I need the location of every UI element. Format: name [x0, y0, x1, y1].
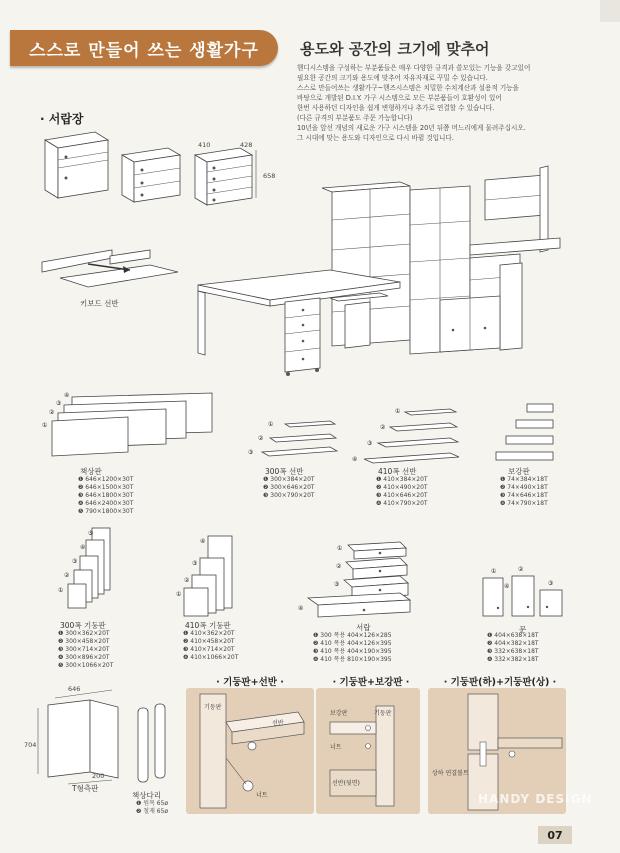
door-marker: ①: [491, 568, 497, 575]
panel-title: · 기둥판(하)+기둥판(상) ·: [443, 677, 557, 688]
panel-title: · 기둥판+선반 ·: [216, 677, 284, 688]
spec-item: ❸ 410×646×20T: [376, 492, 428, 499]
panel-label: 기둥판: [204, 704, 222, 711]
shelf300-title: 300폭 선반: [265, 467, 304, 476]
drawer-title: 서랍: [356, 623, 371, 632]
dim-depth: 428: [240, 141, 253, 149]
spec-item: ❶ 646×1200×30T: [78, 476, 134, 483]
panel-label: 너트: [256, 792, 268, 799]
drawer-marker: ②: [336, 563, 342, 570]
post410-title: 410폭 기둥판: [185, 621, 231, 630]
intro-line: 바탕으로 개발된 D.I.Y. 가구 시스템으로 모든 부분품들이 호환성이 있어: [297, 94, 502, 102]
shelf410-marker: ③: [367, 440, 373, 447]
desktop-marker: ②: [49, 409, 55, 416]
spec-item: ❷ 646×1500×30T: [78, 484, 134, 491]
reinforce-title: 보강판: [508, 467, 530, 476]
panel-post-reinforce: [316, 688, 420, 814]
post410-marker: ①: [176, 591, 182, 598]
spec-item: ❹ 332×382×18T: [487, 656, 539, 663]
spec-item: ❹ 74×790×18T: [500, 500, 548, 507]
intro-line: 스스로 만들어쓰는 생활가구~핸즈시스템은 치밀한 수치계산과 설용적 기능을: [297, 84, 519, 92]
panel-label: 너트: [330, 744, 342, 751]
door-marker: ③: [548, 580, 554, 587]
door-marker: ④: [504, 583, 510, 590]
tside-dim-left: 704: [24, 741, 37, 749]
post300-marker: ②: [64, 572, 70, 579]
shelf410-marker: ②: [380, 424, 386, 431]
shelf300-marker: ③: [248, 449, 254, 456]
legs-spec-list: [136, 800, 168, 816]
desktop-marker: ③: [56, 400, 62, 407]
tside-dim-bottom: 200: [92, 772, 105, 780]
intro-line: 한번 사용하던 디자인을 쉽게 변형하거나 추가로 연결할 수 있습니다.: [297, 104, 495, 112]
page-number: 07: [538, 826, 572, 844]
spec-item: ❶ 410×384×20T: [376, 476, 428, 483]
spec-item: ❶ 300×384×20T: [263, 476, 315, 483]
post-reinforce-diagram: [316, 688, 420, 814]
spec-item: ❹ 300×896×20T: [58, 654, 110, 661]
panel-label: 선반(뒷면): [332, 780, 360, 787]
spec-item: ❷ 410×490×20T: [376, 484, 428, 491]
shelf410-title: 410폭 선반: [378, 467, 417, 476]
spec-item: ❷ 410×458×20T: [183, 638, 235, 645]
intro-line: 10년을 앞선 개념의 새로운 가구 시스템을 20년 뒤쯤 머느리에게 물려주십시오.: [297, 124, 526, 132]
post410-marker: ④: [200, 538, 206, 545]
drawer-marker: ①: [337, 545, 343, 552]
spec-item: ❷ 300×646×20T: [263, 484, 315, 491]
desktop-marker: ④: [64, 392, 70, 399]
drawer-marker: ④: [298, 605, 304, 612]
spec-item: ❸ 74×646×18T: [500, 492, 548, 499]
door-title: 문: [519, 625, 527, 634]
post300-marker: ④: [80, 544, 86, 551]
keyboard-caption: 키보드 선반: [80, 299, 119, 308]
spec-item: ❶ 300×362×20T: [58, 630, 110, 637]
spec-item: ❹ 410×790×20T: [376, 500, 428, 507]
spec-item: ❶ 410×362×20T: [183, 630, 235, 637]
dim-width: 410: [198, 141, 211, 149]
spec-item: ❸ 410 폭용 404×190×395: [313, 648, 392, 655]
desktop-marker: ①: [42, 422, 48, 429]
post300-title: 300폭 기둥판: [60, 621, 106, 630]
spec-item: ❺ 300×1066×20T: [58, 662, 114, 669]
panel-post-shelf: [186, 688, 314, 814]
panel-title: · 기둥판+보강판 ·: [332, 677, 410, 688]
post300-marker: ①: [58, 587, 64, 594]
desktop-title: 책상판: [80, 467, 102, 476]
panel-label: 기둥판: [374, 710, 392, 717]
spec-item: ❹ 410 폭용 810×190×395: [313, 656, 392, 663]
shelf410-marker: ①: [395, 408, 401, 415]
panel-label: 보강판: [330, 710, 348, 717]
intro-line: (다른 규격의 부분품도 주문 가능합니다): [297, 114, 413, 122]
spec-item: ❸ 332×638×18T: [487, 648, 539, 655]
intro-title: 용도와 공간의 크기에 맞추어: [300, 40, 490, 58]
spec-item: ❸ 300×790×20T: [263, 492, 315, 499]
spec-item: ❶ 300 폭용 404×126×285: [313, 632, 392, 639]
spec-item: ❺ 790×1800×30T: [78, 508, 134, 515]
panel-label: 상하 연결볼트: [432, 770, 469, 777]
shelf300-marker: ②: [258, 435, 264, 442]
dim-height: 658: [263, 172, 276, 180]
post300-marker: ③: [72, 558, 78, 565]
shelf410-marker: ④: [352, 456, 358, 463]
tside-title: T형측판: [72, 784, 99, 793]
spec-item: ❸ 410×714×20T: [183, 646, 235, 653]
tside-dim-top: 646: [68, 685, 81, 693]
panel-label: 선반: [272, 720, 284, 727]
spec-item: ❷ 철재 65ø: [136, 808, 169, 815]
drawer-section-title: · 서랍장: [40, 112, 84, 126]
intro-line: 핸디시스템을 구성하는 부분품들은 매우 다양한 규격과 쓸모있는 기능을 갖고있어: [297, 64, 531, 72]
spec-item: ❶ 74×384×18T: [500, 476, 548, 483]
intro-line: 필요한 공간의 크기와 용도에 맞추어 자유자재로 꾸밀 수 있습니다.: [297, 74, 488, 82]
spec-item: ❸ 300×714×20T: [58, 646, 110, 653]
intro-line: 그 시대에 맞는 용도와 디자인으로 다시 바뀔 것입니다.: [297, 134, 454, 142]
drawer-marker: ③: [334, 581, 340, 588]
spec-item: ❷ 404×382×18T: [487, 640, 539, 647]
watermark: HANDY DESIGN: [478, 792, 593, 806]
post410-marker: ③: [192, 560, 198, 567]
spec-item: ❶ 원목 65ø: [136, 800, 169, 807]
legs-title: 책상다리: [132, 791, 161, 800]
spec-item: ❸ 646×1800×30T: [78, 492, 134, 499]
post300-marker: ⑤: [88, 530, 94, 537]
spec-item: ❹ 646×2400×30T: [78, 500, 134, 507]
spec-item: ❷ 300×458×20T: [58, 638, 110, 645]
spec-item: ❷ 74×490×18T: [500, 484, 548, 491]
shelf300-marker: ①: [268, 421, 274, 428]
door-marker: ②: [518, 566, 524, 573]
spec-item: ❶ 404×638×18T: [487, 632, 539, 639]
spec-item: ❹ 410×1066×20T: [183, 654, 239, 661]
banner-title: 스스로 만들어 쓰는 생활가구: [29, 40, 259, 61]
spec-item: ❷ 410 폭용 404×126×395: [313, 640, 392, 647]
post410-marker: ②: [184, 577, 190, 584]
